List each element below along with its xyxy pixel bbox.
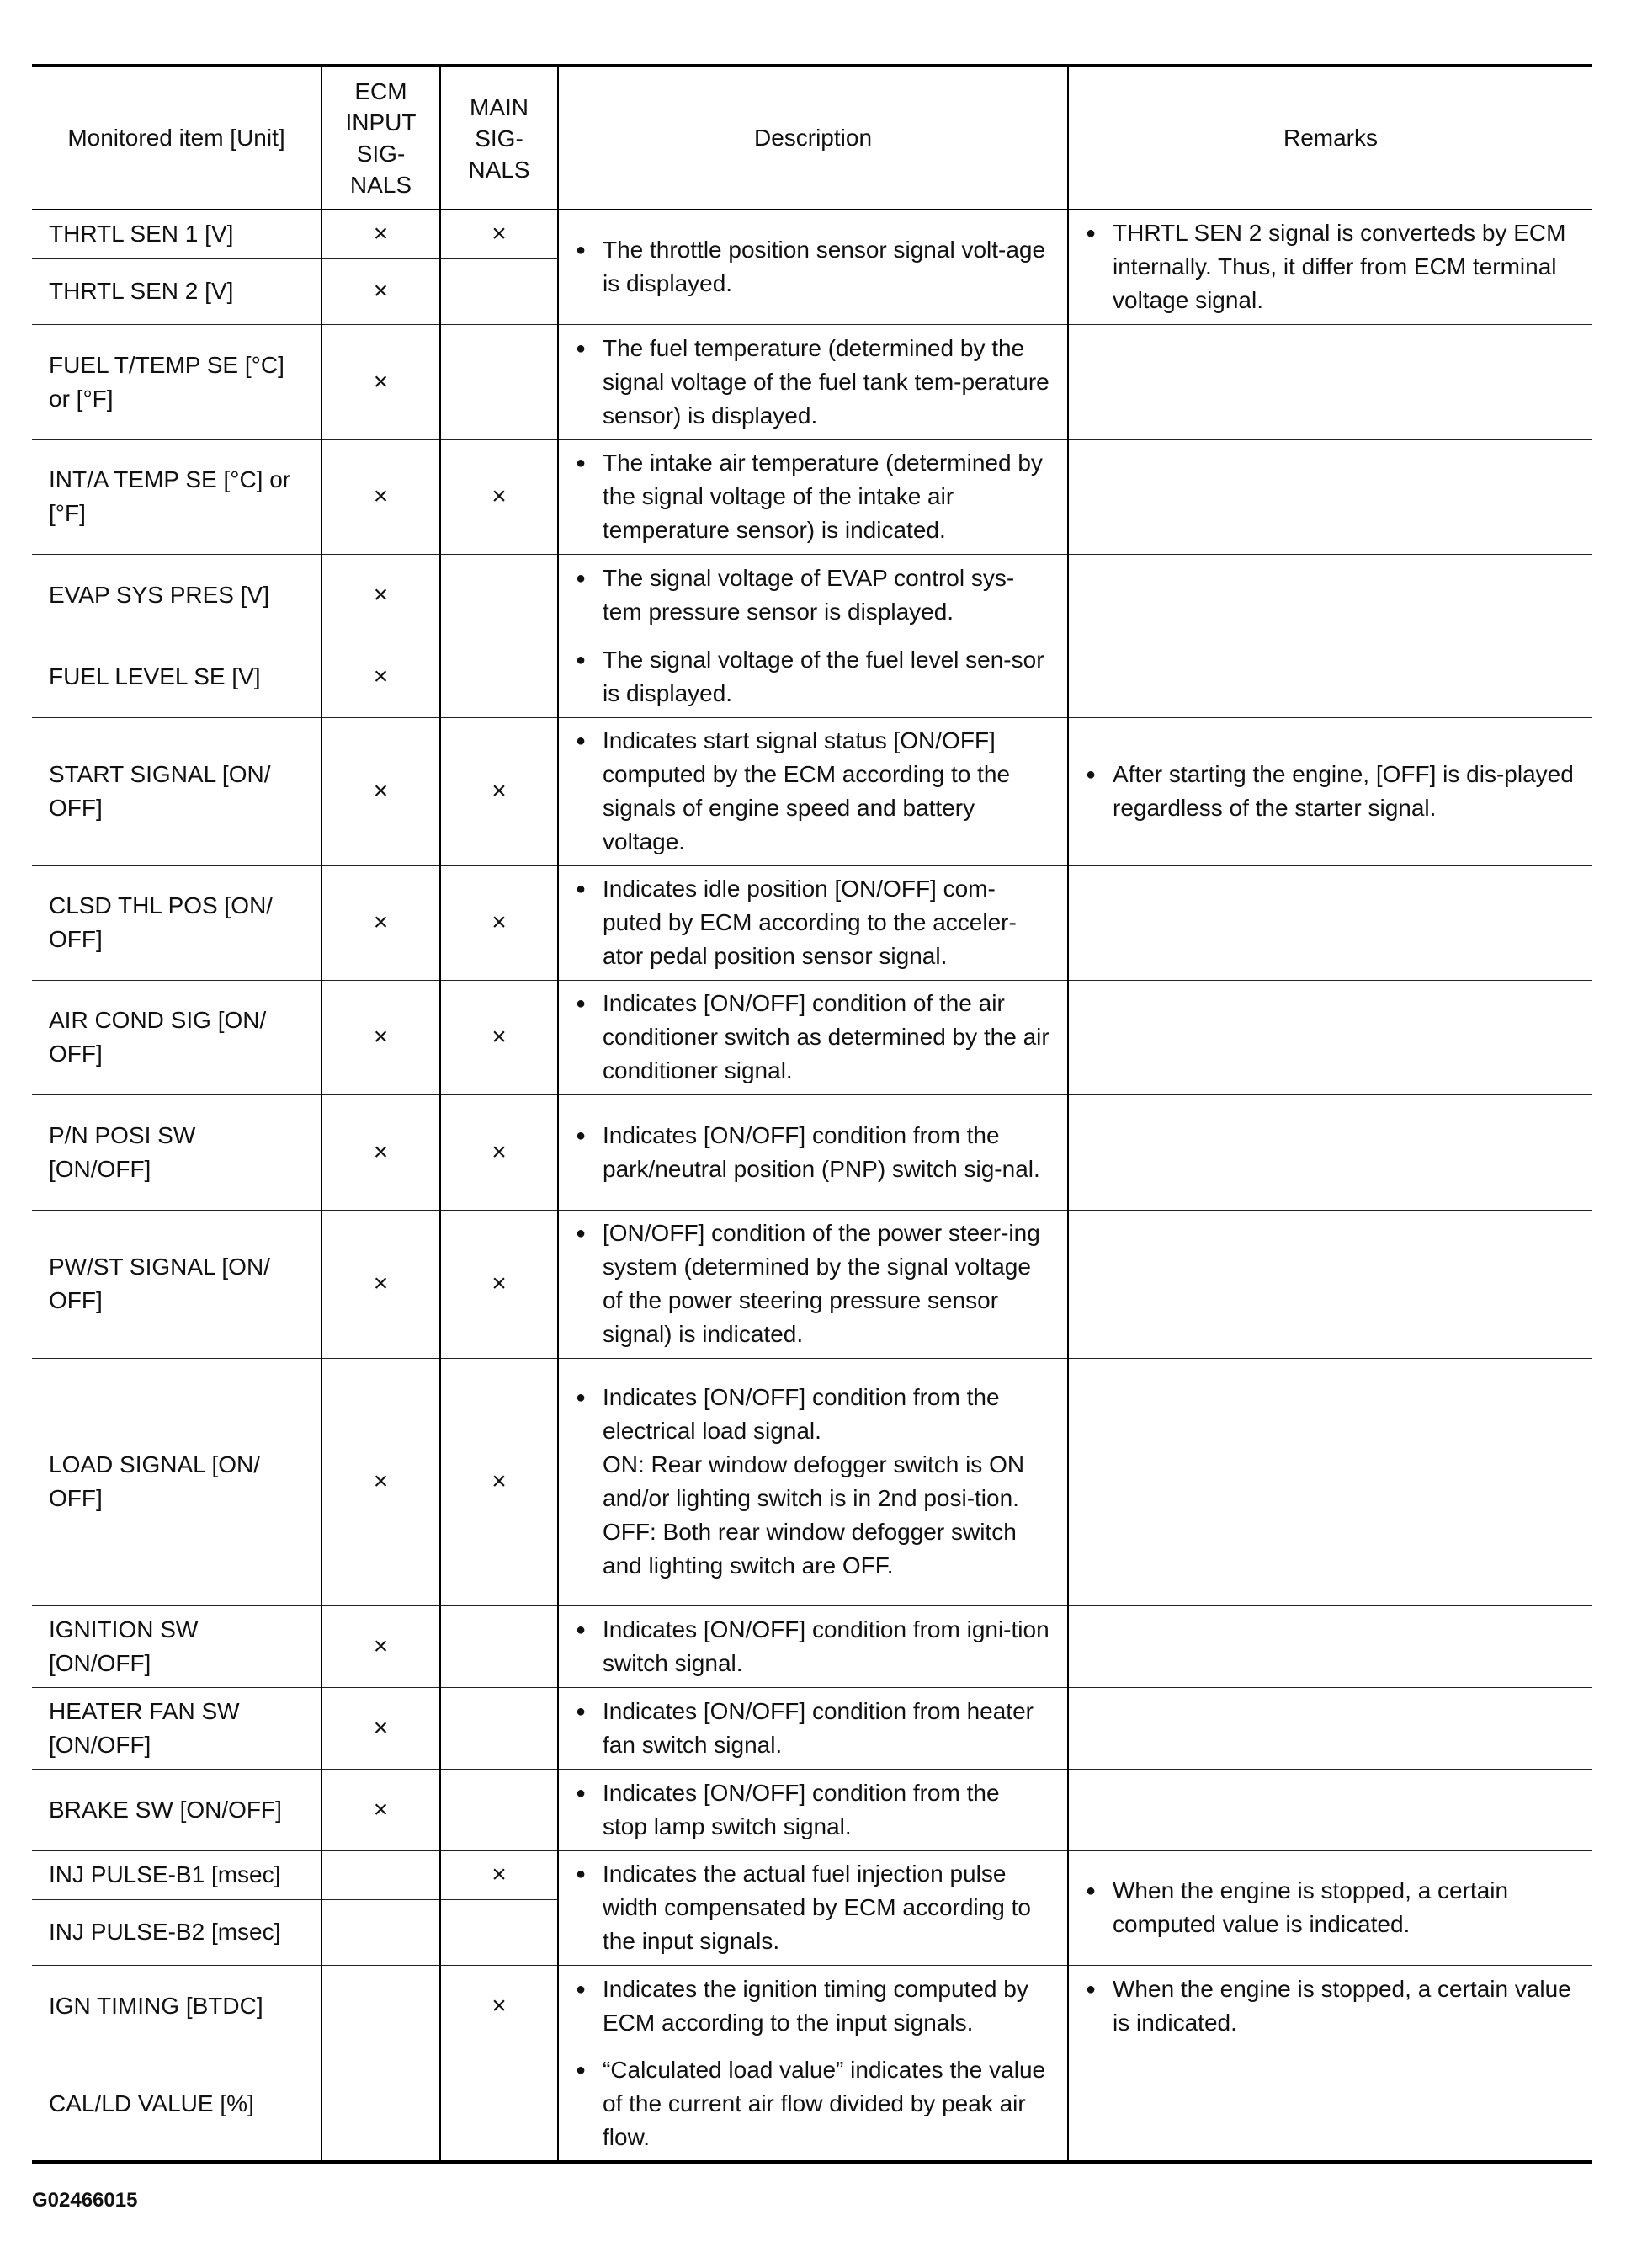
remarks-cell — [1068, 1769, 1592, 1850]
description-bullet: ● The intake air temperature (determined by the signal voltage of the intake air temperature sensor) is indicated. — [576, 446, 1050, 547]
description-off-text: OFF: Both rear window defogger switch and lighting switch are OFF. — [603, 1519, 1017, 1579]
remarks-cell — [1068, 865, 1592, 980]
remarks-cell — [1068, 1965, 1592, 2047]
description-cell — [558, 980, 1068, 1094]
description-cell — [558, 324, 1068, 439]
remarks-cell — [1068, 717, 1592, 865]
item-cell: START SIGNAL [ON/ OFF] — [32, 717, 321, 865]
ecm-input-mark: × — [321, 210, 440, 258]
table-row — [32, 2047, 1592, 2162]
remarks-bullet: ● When the engine is stopped, a certain computed value is indicated. — [1086, 1874, 1576, 1941]
main-signal-mark — [440, 258, 558, 324]
main-signal-mark: × — [440, 1965, 558, 2047]
description-cell — [558, 1094, 1068, 1210]
ecm-input-mark: × — [321, 439, 440, 554]
table-row — [32, 439, 1592, 554]
main-signal-mark: × — [440, 439, 558, 554]
remarks-cell — [1068, 1094, 1592, 1210]
description-cell — [558, 1605, 1068, 1687]
table-row — [32, 1358, 1592, 1605]
header-description: Description — [558, 66, 1068, 210]
item-cell: THRTL SEN 2 [V] — [32, 258, 321, 324]
description-cell — [558, 2047, 1068, 2162]
item-cell: PW/ST SIGNAL [ON/ OFF] — [32, 1210, 321, 1358]
description-on-text: ON: Rear window defogger switch is ON and/or lighting switch is in 2nd posi-tion. — [603, 1451, 1025, 1511]
ecm-input-mark: × — [321, 554, 440, 636]
header-ecm-input-signals: ECM INPUT SIG- NALS — [321, 66, 440, 210]
remarks-cell — [1068, 324, 1592, 439]
description-bullet: ● Indicates idle position [ON/OFF] com-puted by ECM according to the acceler-ator pedal position sensor signal. — [576, 872, 1050, 973]
item-cell: INJ PULSE-B2 [msec] — [32, 1899, 321, 1965]
ecm-input-mark: × — [321, 1358, 440, 1605]
remarks-cell — [1068, 636, 1592, 717]
remarks-bullet: ● THRTL SEN 2 signal is converteds by ECM internally. Thus, it differ from ECM terminal voltage signal. — [1086, 216, 1576, 317]
item-cell: FUEL T/TEMP SE [°C] or [°F] — [32, 324, 321, 439]
table-row — [32, 1687, 1592, 1769]
table-row — [32, 324, 1592, 439]
remarks-cell — [1068, 2047, 1592, 2162]
remarks-cell — [1068, 210, 1592, 324]
remarks-cell — [1068, 1210, 1592, 1358]
table-row — [32, 865, 1592, 980]
main-signal-mark — [440, 2047, 558, 2162]
description-bullet: ● The fuel temperature (determined by the signal voltage of the fuel tank tem-perature sensor) is displayed. — [576, 332, 1050, 433]
description-cell — [558, 1687, 1068, 1769]
description-bullet: ● [ON/OFF] condition of the power steer-ing system (determined by the signal voltage of the power steering pressure sensor signal) is indicated. — [576, 1217, 1050, 1351]
item-cell: HEATER FAN SW [ON/OFF] — [32, 1687, 321, 1769]
remarks-cell — [1068, 980, 1592, 1094]
ecm-input-mark: × — [321, 636, 440, 717]
description-cell — [558, 1850, 1068, 1965]
description-cell — [558, 1965, 1068, 2047]
description-bullet: ● The signal voltage of EVAP control sys-tem pressure sensor is displayed. — [576, 562, 1050, 629]
description-bullet: ● Indicates [ON/OFF] condition from heater fan switch signal. — [576, 1695, 1050, 1762]
description-cell — [558, 439, 1068, 554]
figure-code: G02466015 — [32, 2189, 138, 2212]
description-bullet: ● Indicates [ON/OFF] condition from the stop lamp switch signal. — [576, 1776, 1050, 1844]
item-cell: P/N POSI SW [ON/OFF] — [32, 1094, 321, 1210]
item-cell: FUEL LEVEL SE [V] — [32, 636, 321, 717]
item-cell: CLSD THL POS [ON/ OFF] — [32, 865, 321, 980]
description-cell — [558, 210, 1068, 324]
remarks-bullet: ● After starting the engine, [OFF] is dis-played regardless of the starter signal. — [1086, 758, 1576, 825]
description-cell — [558, 636, 1068, 717]
main-signal-mark — [440, 1605, 558, 1687]
ecm-input-mark: × — [321, 1605, 440, 1687]
main-signal-mark: × — [440, 717, 558, 865]
item-cell: INJ PULSE-B1 [msec] — [32, 1850, 321, 1899]
main-signal-mark: × — [440, 1094, 558, 1210]
remarks-cell — [1068, 439, 1592, 554]
main-signal-mark: × — [440, 1850, 558, 1899]
remarks-cell — [1068, 1850, 1592, 1965]
table-row — [32, 717, 1592, 865]
description-cell — [558, 1358, 1068, 1605]
item-cell: AIR COND SIG [ON/ OFF] — [32, 980, 321, 1094]
ecm-input-mark: × — [321, 324, 440, 439]
description-bullet — [576, 1381, 1050, 1583]
ecm-input-mark — [321, 1965, 440, 2047]
main-signal-mark: × — [440, 980, 558, 1094]
header-row — [32, 66, 1592, 210]
table-row — [32, 1850, 1592, 1899]
ecm-input-mark: × — [321, 1210, 440, 1358]
ecm-input-mark — [321, 1850, 440, 1899]
description-cell — [558, 717, 1068, 865]
monitored-items-table — [32, 64, 1592, 2164]
item-cell: EVAP SYS PRES [V] — [32, 554, 321, 636]
ecm-input-mark: × — [321, 980, 440, 1094]
header-remarks: Remarks — [1068, 66, 1592, 210]
description-bullet: ● “Calculated load value” indicates the value of the current air flow divided by peak air flow. — [576, 2053, 1050, 2154]
remarks-cell — [1068, 1605, 1592, 1687]
table-row — [32, 1605, 1592, 1687]
table-row — [32, 980, 1592, 1094]
remarks-cell — [1068, 1358, 1592, 1605]
description-cell — [558, 554, 1068, 636]
description-bullet: ● Indicates [ON/OFF] condition from igni-tion switch signal. — [576, 1613, 1050, 1680]
description-cell — [558, 865, 1068, 980]
ecm-input-mark: × — [321, 717, 440, 865]
header-main-signals: MAIN SIG- NALS — [440, 66, 558, 210]
ecm-input-mark — [321, 1899, 440, 1965]
description-bullet: ● Indicates the ignition timing computed by ECM according to the input signals. — [576, 1973, 1050, 2040]
remarks-cell — [1068, 1687, 1592, 1769]
ecm-input-mark: × — [321, 1769, 440, 1850]
main-signal-mark: × — [440, 865, 558, 980]
ecm-input-mark — [321, 2047, 440, 2162]
description-bullet: ● Indicates [ON/OFF] condition from the park/neutral position (PNP) switch sig-nal. — [576, 1119, 1050, 1186]
table-row — [32, 1769, 1592, 1850]
description-bullet: ● The signal voltage of the fuel level sen-sor is displayed. — [576, 643, 1050, 711]
item-cell: INT/A TEMP SE [°C] or [°F] — [32, 439, 321, 554]
table-row — [32, 636, 1592, 717]
description-cell — [558, 1769, 1068, 1850]
description-bullet: ● The throttle position sensor signal volt-age is displayed. — [576, 233, 1050, 301]
table-row — [32, 210, 1592, 258]
main-signal-mark: × — [440, 1210, 558, 1358]
main-signal-mark — [440, 1687, 558, 1769]
ecm-input-mark: × — [321, 258, 440, 324]
item-cell: THRTL SEN 1 [V] — [32, 210, 321, 258]
remarks-bullet: ● When the engine is stopped, a certain value is indicated. — [1086, 1973, 1576, 2040]
main-signal-mark: × — [440, 1358, 558, 1605]
remarks-cell — [1068, 554, 1592, 636]
description-bullet: ● Indicates [ON/OFF] condition of the air conditioner switch as determined by the air conditioner signal. — [576, 987, 1050, 1088]
description-bullet: ● Indicates start signal status [ON/OFF] computed by the ECM according to the signals of engine speed and battery voltage. — [576, 724, 1050, 859]
main-signal-mark — [440, 1769, 558, 1850]
ecm-input-mark: × — [321, 865, 440, 980]
item-cell: BRAKE SW [ON/OFF] — [32, 1769, 321, 1850]
table-row — [32, 554, 1592, 636]
ecm-input-mark: × — [321, 1687, 440, 1769]
header-monitored-item: Monitored item [Unit] — [32, 66, 321, 210]
main-signal-mark — [440, 324, 558, 439]
main-signal-mark — [440, 636, 558, 717]
table-row — [32, 1965, 1592, 2047]
description-text: Indicates [ON/OFF] condition from the electrical load signal. — [603, 1384, 1000, 1444]
item-cell: CAL/LD VALUE [%] — [32, 2047, 321, 2162]
item-cell: IGNITION SW [ON/OFF] — [32, 1605, 321, 1687]
main-signal-mark — [440, 554, 558, 636]
description-cell — [558, 1210, 1068, 1358]
table-row — [32, 1094, 1592, 1210]
item-cell: IGN TIMING [BTDC] — [32, 1965, 321, 2047]
ecm-input-mark: × — [321, 1094, 440, 1210]
main-signal-mark — [440, 1899, 558, 1965]
item-cell: LOAD SIGNAL [ON/ OFF] — [32, 1358, 321, 1605]
description-bullet: ● Indicates the actual fuel injection pulse width compensated by ECM according to the input signals. — [576, 1857, 1050, 1958]
table-row — [32, 1210, 1592, 1358]
main-signal-mark: × — [440, 210, 558, 258]
